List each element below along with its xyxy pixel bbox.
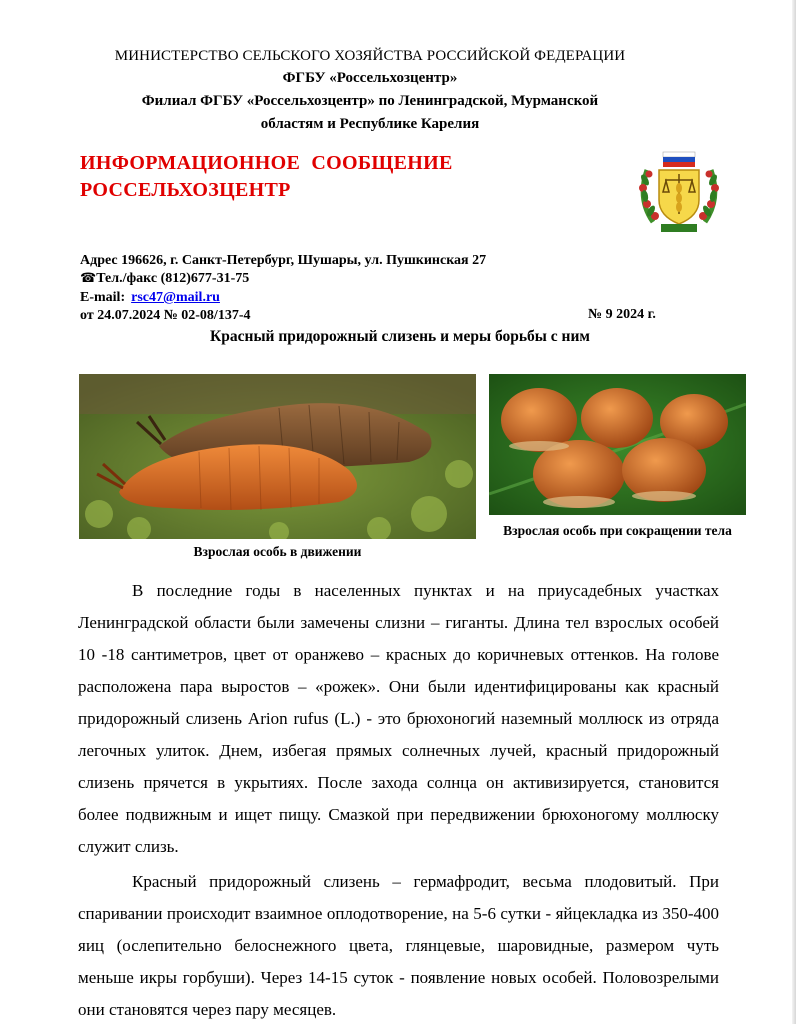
phone-text: Тел./факс (812)677-31-75 (96, 271, 250, 286)
address-line: Адрес 196626, г. Санкт-Петербург, Шушары, ул. Пушкинская 27 (80, 253, 487, 268)
date-reference-line: от 24.07.2024 № 02-08/137-4 (80, 308, 251, 323)
photo-slug-contracted (489, 374, 746, 515)
photo-slug-moving (79, 374, 476, 539)
photo1-caption: Взрослая особь в движении (193, 544, 362, 559)
document-number: № 9 2024 г. (588, 307, 656, 322)
ministry-header: МИНИСТЕРСТВО СЕЛЬСКОГО ХОЗЯЙСТВА РОССИЙСКОЙ ФЕДЕРАЦИИ (114, 48, 626, 64)
organization-header: ФГБУ «Россельхозцентр» (282, 70, 458, 86)
telephone-icon: ☎ (80, 271, 97, 286)
body-paragraph-1: В последние годы в населенных пунктах и на приусадебных участках Ленинградской области были замечены слизни – гиганты. Длина тел взрослых особей 10 -18 сантиметров, цвет от оранжево – красных до коричневых оттенков. На голове расположена пара выростов – «рожек». Они были идентифицированы как красный придорожный слизень Arion rufus (L.) - это брюхоногий наземный моллюск из отряда легочных улиток. Днем, избегая прямых солнечных лучей, красный придорожный слизень прячется в укрытиях. После захода солнца он активизируется, становится более подвижным и ищет пищу. Смазкой при передвижении брюхоногому моллюску служит слизь. (78, 581, 719, 856)
branch-header-line2: областям и Республике Карелия (260, 116, 480, 132)
photo2-caption: Взрослая особь при сокращении тела (503, 523, 732, 538)
document-title: Красный придорожный слизень и меры борьбы с ним (210, 328, 590, 345)
phone-line (80, 270, 249, 287)
email-link[interactable]: rsc47@mail.ru (131, 290, 220, 305)
rosselkhozcenter-emblem (633, 144, 725, 236)
email-line (80, 289, 220, 306)
branch-header-line1: Филиал ФГБУ «Россельхозцентр» по Ленинградской, Мурманской (141, 93, 599, 109)
body-paragraph-2: Красный придорожный слизень – гермафродит, весьма плодовитый. При спаривании происходит взаимное оплодотворение, на 5-6 сутки - яйцекладка из 350-400 яиц (ослепительно белоснежного цвета, глянцевые, шаровидные, размером чуть меньше икры горбуши). Через 14-15 суток - появление новых особей. Половозрелыми они становятся через пару месяцев. (78, 872, 719, 1019)
org-title: РОССЕЛЬХОЗЦЕНТР (80, 179, 291, 201)
page-edge-shadow (792, 0, 796, 1024)
info-message-title: ИНФОРМАЦИОННОЕ СООБЩЕНИЕ (80, 152, 453, 174)
email-label: E-mail: (80, 290, 126, 305)
